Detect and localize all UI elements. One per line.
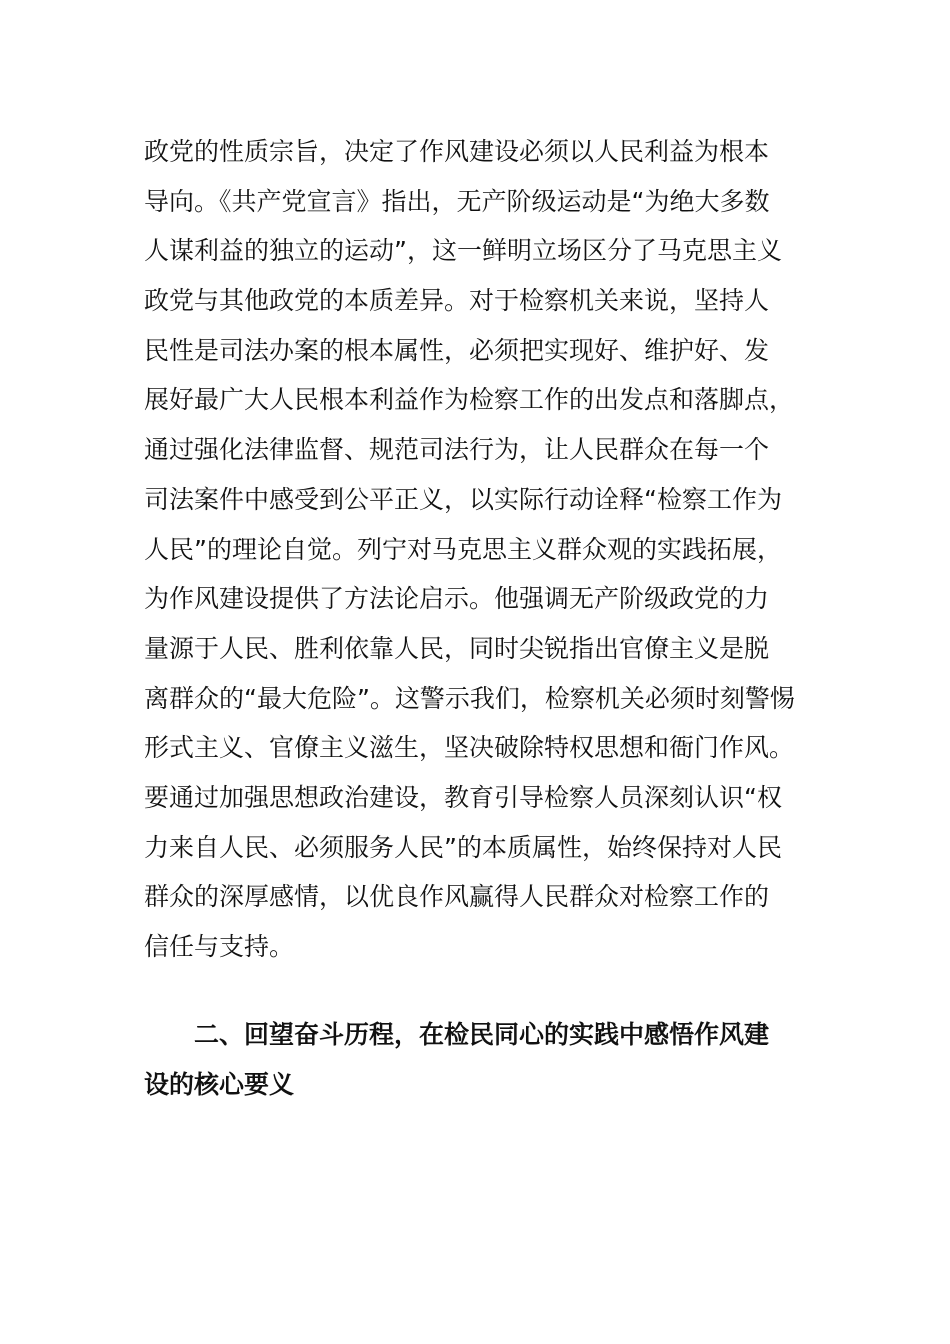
body-line: 群众的深厚感情，以优良作风赢得人民群众对检察工作的 — [144, 882, 770, 912]
body-line: 力来自人民、必须服务人民”的本质属性，始终保持对人民 — [144, 832, 782, 862]
body-line: 政党的性质宗旨，决定了作风建设必须以人民利益为根本 — [144, 137, 770, 166]
body-line: 为作风建设提供了方法论启示。他强调无产阶级政党的力 — [144, 584, 770, 614]
section-heading — [144, 1010, 844, 1109]
body-line: 信任与支持。 — [144, 932, 295, 961]
body-line: 量源于人民、胜利依靠人民，同时尖锐指出官僚主义是脱 — [144, 633, 770, 663]
section-heading-line: 设的核心要义 — [144, 1069, 295, 1099]
body-line: 人民”的理论自觉。列宁对马克思主义群众观的实践拓展， — [144, 534, 782, 564]
body-line: 要通过加强思想政治建设，教育引导检察人员深刻认识“权 — [144, 782, 782, 812]
body-line: 人谋利益的独立的运动”，这一鲜明立场区分了马克思主义 — [144, 236, 782, 266]
body-line: 民性是司法办案的根本属性，必须把实现好、维护好、发 — [144, 335, 770, 365]
section-heading-line: 二、回望奋斗历程，在检民同心的实践中感悟作风建 — [194, 1020, 770, 1049]
body-line: 导向。《共产党宣言》指出，无产阶级运动是“为绝大多数 — [144, 186, 770, 216]
body-paragraph — [144, 127, 844, 972]
body-line: 形式主义、官僚主义滋生，坚决破除特权思想和衙门作风。 — [144, 733, 795, 763]
body-line: 政党与其他政党的本质差异。对于检察机关来说，坚持人 — [144, 286, 770, 316]
body-line: 离群众的“最大危险”。这警示我们，检察机关必须时刻警惕 — [144, 683, 795, 713]
body-line: 展好最广大人民根本利益作为检察工作的出发点和落脚点， — [144, 385, 795, 415]
body-line: 司法案件中感受到公平正义，以实际行动诠释“检察工作为 — [144, 484, 782, 514]
body-line: 通过强化法律监督、规范司法行为，让人民群众在每一个 — [144, 435, 770, 465]
